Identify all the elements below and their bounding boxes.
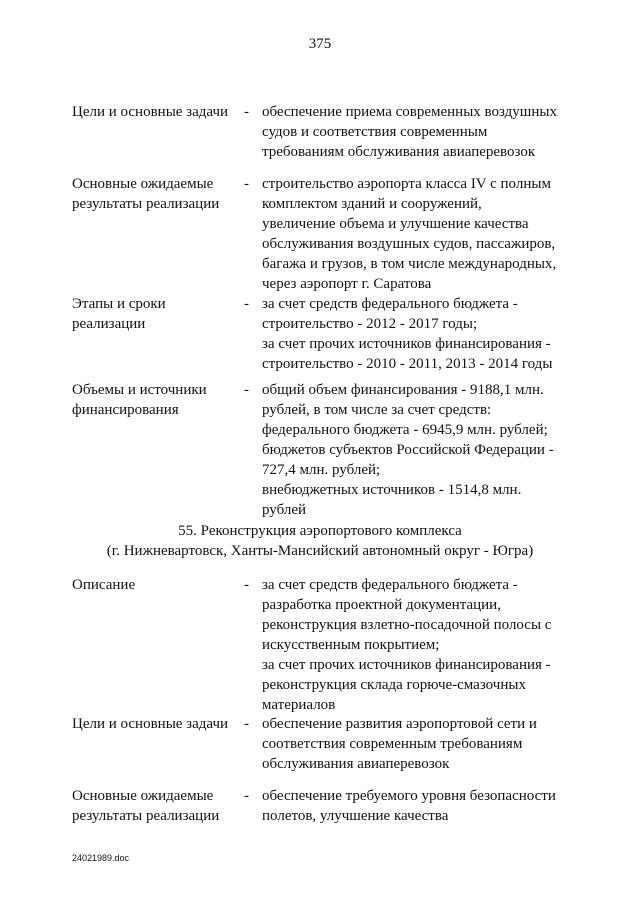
entry-label-line: Этапы и сроки: [72, 296, 166, 312]
entry-value-line: комплектом зданий и сооружений,: [262, 196, 482, 212]
entry-dash: -: [244, 577, 249, 593]
entry-label-line: результаты реализации: [72, 808, 220, 824]
entry-value-line: строительство - 2010 - 2011, 2013 - 2014 годы: [262, 356, 553, 372]
entry-value-line: за счет прочих источников финансирования -: [262, 657, 551, 673]
entry-value-line: судов и соответствия современным: [262, 124, 488, 140]
entry-value-line: обслуживания авиаперевозок: [262, 756, 450, 772]
entry-value-line: материалов: [262, 697, 336, 713]
entry-value-line: реконструкция взлетно-посадочной полосы с: [262, 617, 552, 633]
entry-value-line: рублей: [262, 502, 307, 518]
entry-value-line: увеличение объема и улучшение качества: [262, 216, 529, 232]
entry-value-line: разработка проектной документации,: [262, 597, 501, 613]
entry-label-line: Объемы и источники: [72, 382, 207, 398]
entry-value-line: федерального бюджета - 6945,9 млн. рублей;: [262, 422, 548, 438]
footer-filename: 24021989.doc: [72, 853, 130, 863]
entry-value-line: рублей, в том числе за счет средств:: [262, 402, 492, 418]
entry-value-line: внебюджетных источников - 1514,8 млн.: [262, 482, 522, 498]
entry-dash: -: [244, 104, 249, 120]
entry-label-line: Цели и основные задачи: [72, 716, 229, 732]
entry-value-line: обслуживания воздушных судов, пассажиров,: [262, 236, 556, 252]
entry-dash: -: [244, 716, 249, 732]
entry-value-line: за счет средств федерального бюджета -: [262, 296, 518, 312]
entry-value-line: искусственным покрытием;: [262, 637, 440, 653]
section-title-line-2: (г. Нижневартовск, Ханты-Мансийский автономный округ - Югра): [106, 543, 534, 559]
entry-label-line: Описание: [72, 577, 136, 593]
entry-value-line: реконструкция склада горюче-смазочных: [262, 677, 526, 693]
entry-value-line: бюджетов субъектов Российской Федерации -: [262, 442, 554, 458]
entry-label-line: финансирования: [72, 402, 179, 418]
section-title-line-1: 55. Реконструкция аэропортового комплекса: [178, 523, 462, 539]
entry-label-line: Основные ожидаемые: [72, 788, 214, 804]
page-number: 375: [308, 36, 332, 52]
entry-value-line: багажа и грузов, в том числе международных,: [262, 256, 557, 272]
entry-value-line: требованиям обслуживания авиаперевозок: [262, 144, 536, 160]
entry-dash: -: [244, 296, 249, 312]
entry-value-line: обеспечение требуемого уровня безопасности: [262, 788, 556, 804]
entry-value-line: за счет средств федерального бюджета -: [262, 577, 518, 593]
entry-label-line: Основные ожидаемые: [72, 176, 214, 192]
entry-value-line: обеспечение развития аэропортовой сети и: [262, 716, 537, 732]
entry-label-line: реализации: [72, 316, 146, 332]
entry-value-line: 727,4 млн. рублей;: [262, 462, 381, 478]
entry-value-line: за счет прочих источников финансирования -: [262, 336, 551, 352]
entry-dash: -: [244, 176, 249, 192]
entry-value-line: через аэропорт г. Саратова: [262, 276, 432, 292]
entry-label-line: результаты реализации: [72, 196, 220, 212]
entry-value-line: полетов, улучшение качества: [262, 808, 449, 824]
entry-value-line: соответствия современным требованиям: [262, 736, 523, 752]
entry-dash: -: [244, 382, 249, 398]
entry-value-line: строительство - 2012 - 2017 годы;: [262, 316, 478, 332]
entry-value-line: обеспечение приема современных воздушных: [262, 104, 557, 120]
entry-dash: -: [244, 788, 249, 804]
entry-value-line: общий объем финансирования - 9188,1 млн.: [262, 382, 544, 398]
entry-value-line: строительство аэропорта класса IV с полным: [262, 176, 551, 192]
entry-label-line: Цели и основные задачи: [72, 104, 229, 120]
